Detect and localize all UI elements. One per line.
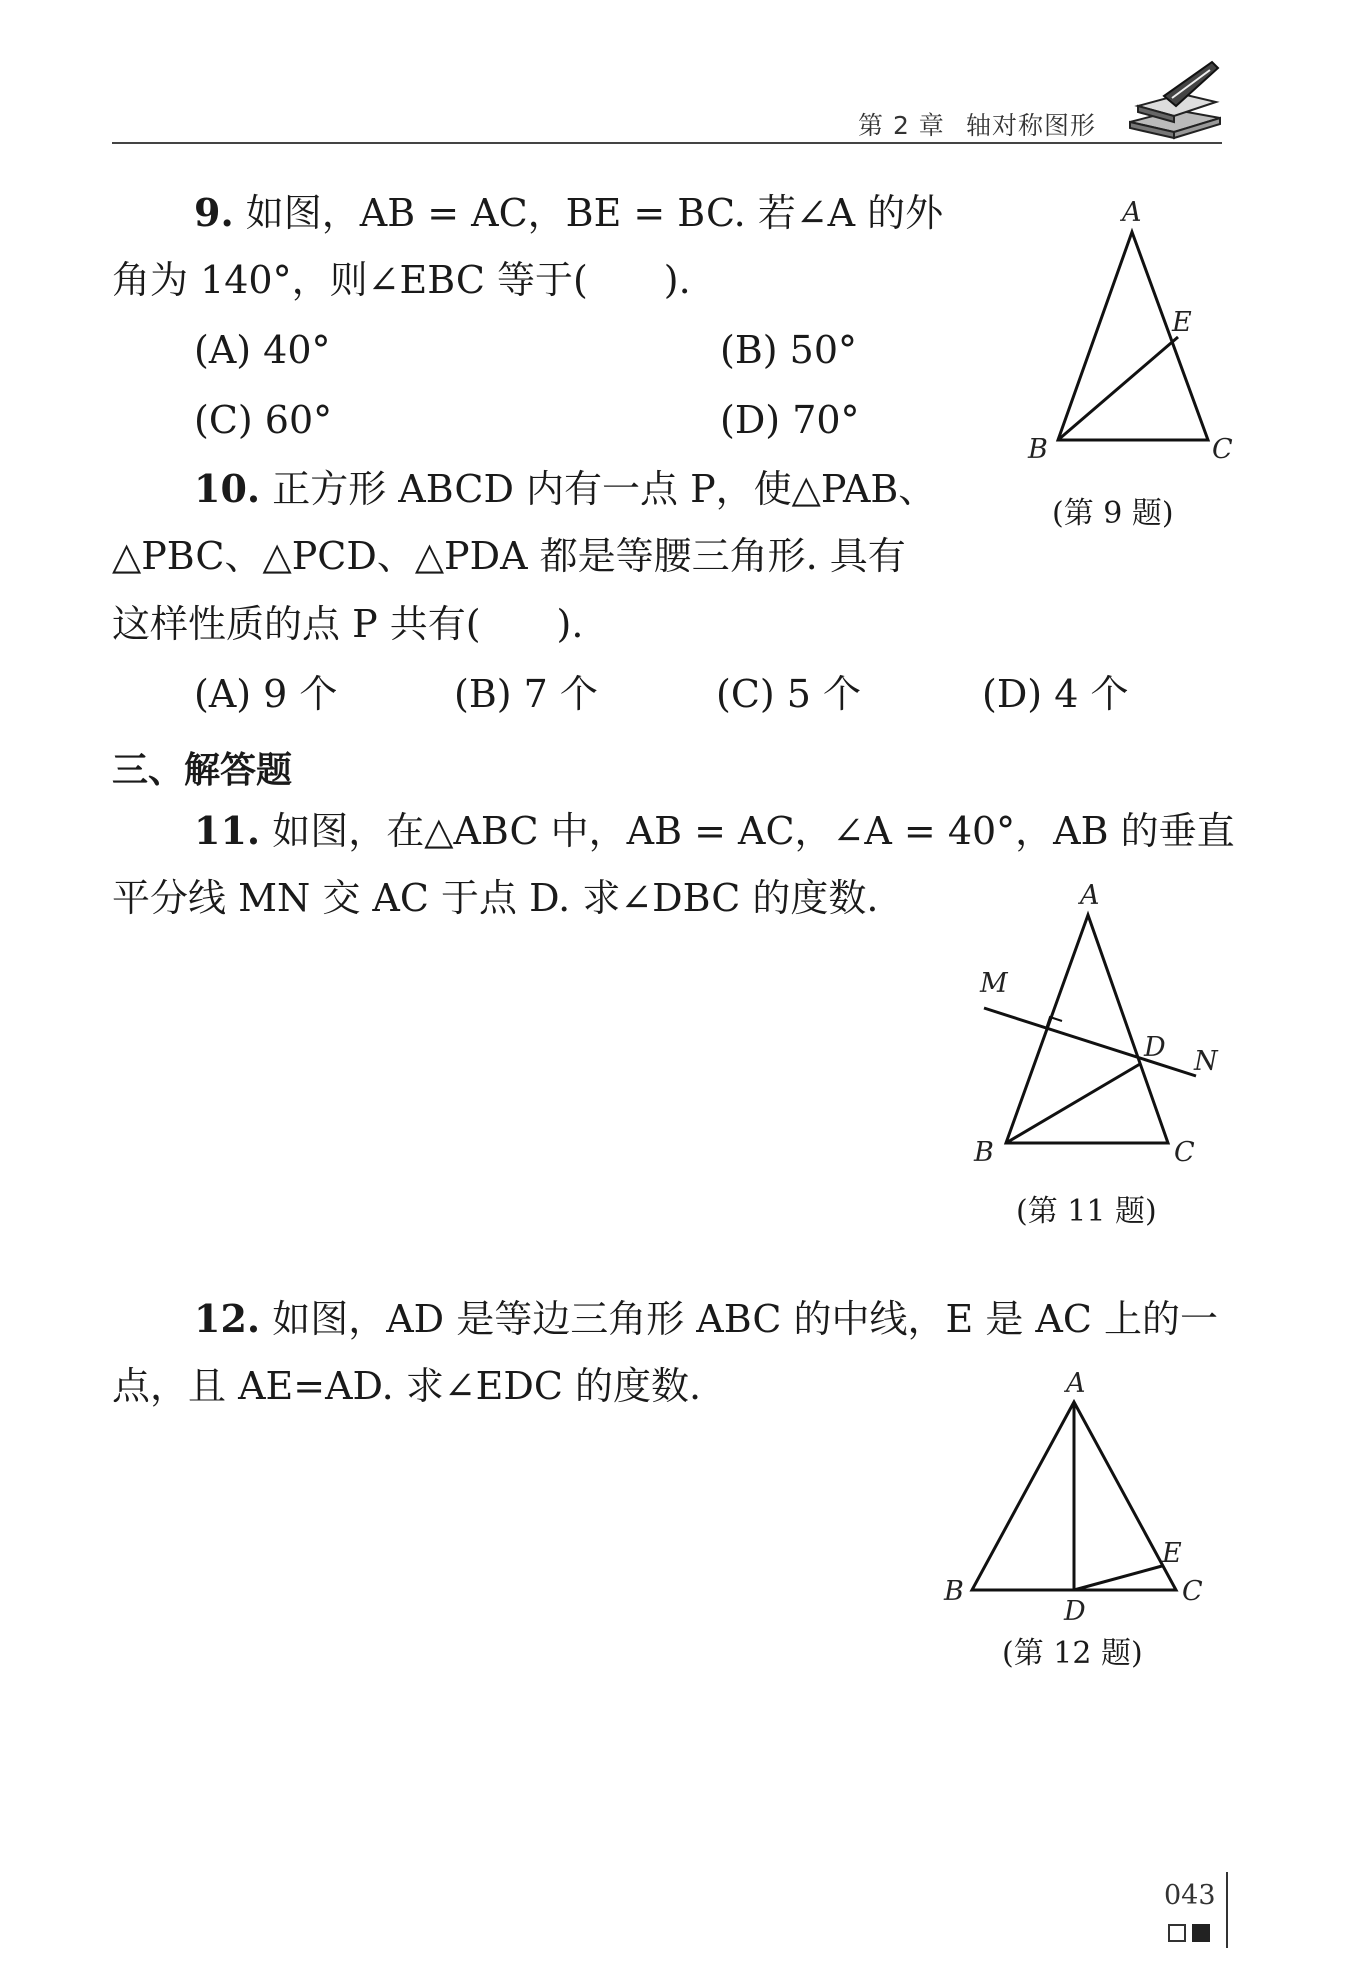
chapter-title: 轴对称图形 — [966, 111, 1097, 140]
q11-label-d: D — [1144, 1032, 1166, 1063]
footer-rule — [1226, 1872, 1228, 1948]
q12-label-d: D — [1064, 1596, 1086, 1627]
q11-figure — [960, 880, 1240, 1180]
filled-square-icon — [1192, 1924, 1210, 1942]
q11-number: 11. — [194, 808, 261, 853]
q11-label-c: C — [1174, 1137, 1195, 1168]
q11-label-n: N — [1194, 1046, 1218, 1077]
q10-text-1: 正方形 ABCD 内有一点 P，使△PAB、 — [272, 467, 937, 511]
q11-line1 — [194, 806, 1235, 856]
q10-line2: △PBC、△PCD、△PDA 都是等腰三角形. 具有 — [112, 534, 906, 578]
q12-line1 — [194, 1294, 1218, 1344]
q9-number: 9. — [194, 190, 234, 235]
page-number: 043 — [1164, 1880, 1216, 1911]
q9-line2: 角为 140°，则∠EBC 等于( ). — [112, 258, 691, 302]
q11-segment-bd — [1006, 1064, 1140, 1143]
section-title: 三、解答题 — [112, 750, 293, 791]
q9-caption: (第 9 题) — [1052, 496, 1174, 531]
q12-label-e: E — [1162, 1538, 1182, 1569]
q9-option-a: (A) 40° — [194, 328, 331, 372]
q10-line1 — [194, 464, 936, 514]
q9-label-c: C — [1212, 434, 1233, 465]
q10-option-c: (C) 5 个 — [716, 672, 862, 716]
q10-line3: 这样性质的点 P 共有( ). — [112, 602, 584, 646]
q11-text-1: 如图，在△ABC 中，AB = AC，∠A = 40°，AB 的垂直 — [272, 809, 1235, 853]
q11-label-m: M — [980, 968, 1008, 999]
q9-text-1: 如图，AB = AC，BE = BC. 若∠A 的外 — [245, 191, 944, 235]
q9-label-b: B — [1028, 434, 1048, 465]
q12-label-c: C — [1182, 1576, 1203, 1607]
q10-number: 10. — [194, 466, 261, 511]
q9-label-e: E — [1172, 307, 1192, 338]
q11-label-b: B — [974, 1137, 994, 1168]
empty-square-icon — [1168, 1924, 1186, 1942]
q9-figure — [1010, 195, 1250, 475]
q10-option-b: (B) 7 个 — [454, 672, 598, 716]
q12-line2: 点，且 AE=AD. 求∠EDC 的度数. — [112, 1364, 702, 1408]
q12-segment-de — [1074, 1566, 1162, 1590]
q9-label-a: A — [1122, 197, 1142, 228]
q12-figure — [930, 1366, 1250, 1636]
q10-option-a: (A) 9 个 — [194, 672, 338, 716]
q11-line2: 平分线 MN 交 AC 于点 D. 求∠DBC 的度数. — [112, 876, 879, 920]
q10-option-d: (D) 4 个 — [982, 672, 1129, 716]
chapter-label: 第 2 章 — [858, 111, 945, 140]
q11-caption: (第 11 题) — [1016, 1194, 1157, 1229]
q12-text-1: 如图，AD 是等边三角形 ABC 的中线，E 是 AC 上的一 — [272, 1297, 1219, 1341]
q9-line1 — [194, 188, 943, 238]
q11-triangle-abc — [1006, 915, 1168, 1143]
q12-label-b: B — [944, 1576, 964, 1607]
q12-label-a: A — [1066, 1368, 1086, 1399]
q12-number: 12. — [194, 1296, 261, 1341]
q9-option-b: (B) 50° — [720, 328, 858, 372]
q9-option-c: (C) 60° — [194, 398, 333, 442]
q12-caption: (第 12 题) — [1002, 1636, 1143, 1671]
q9-option-d: (D) 70° — [720, 398, 860, 442]
q11-label-a: A — [1080, 880, 1100, 911]
book-stack-icon — [1124, 58, 1224, 140]
header-rule — [112, 142, 1222, 144]
